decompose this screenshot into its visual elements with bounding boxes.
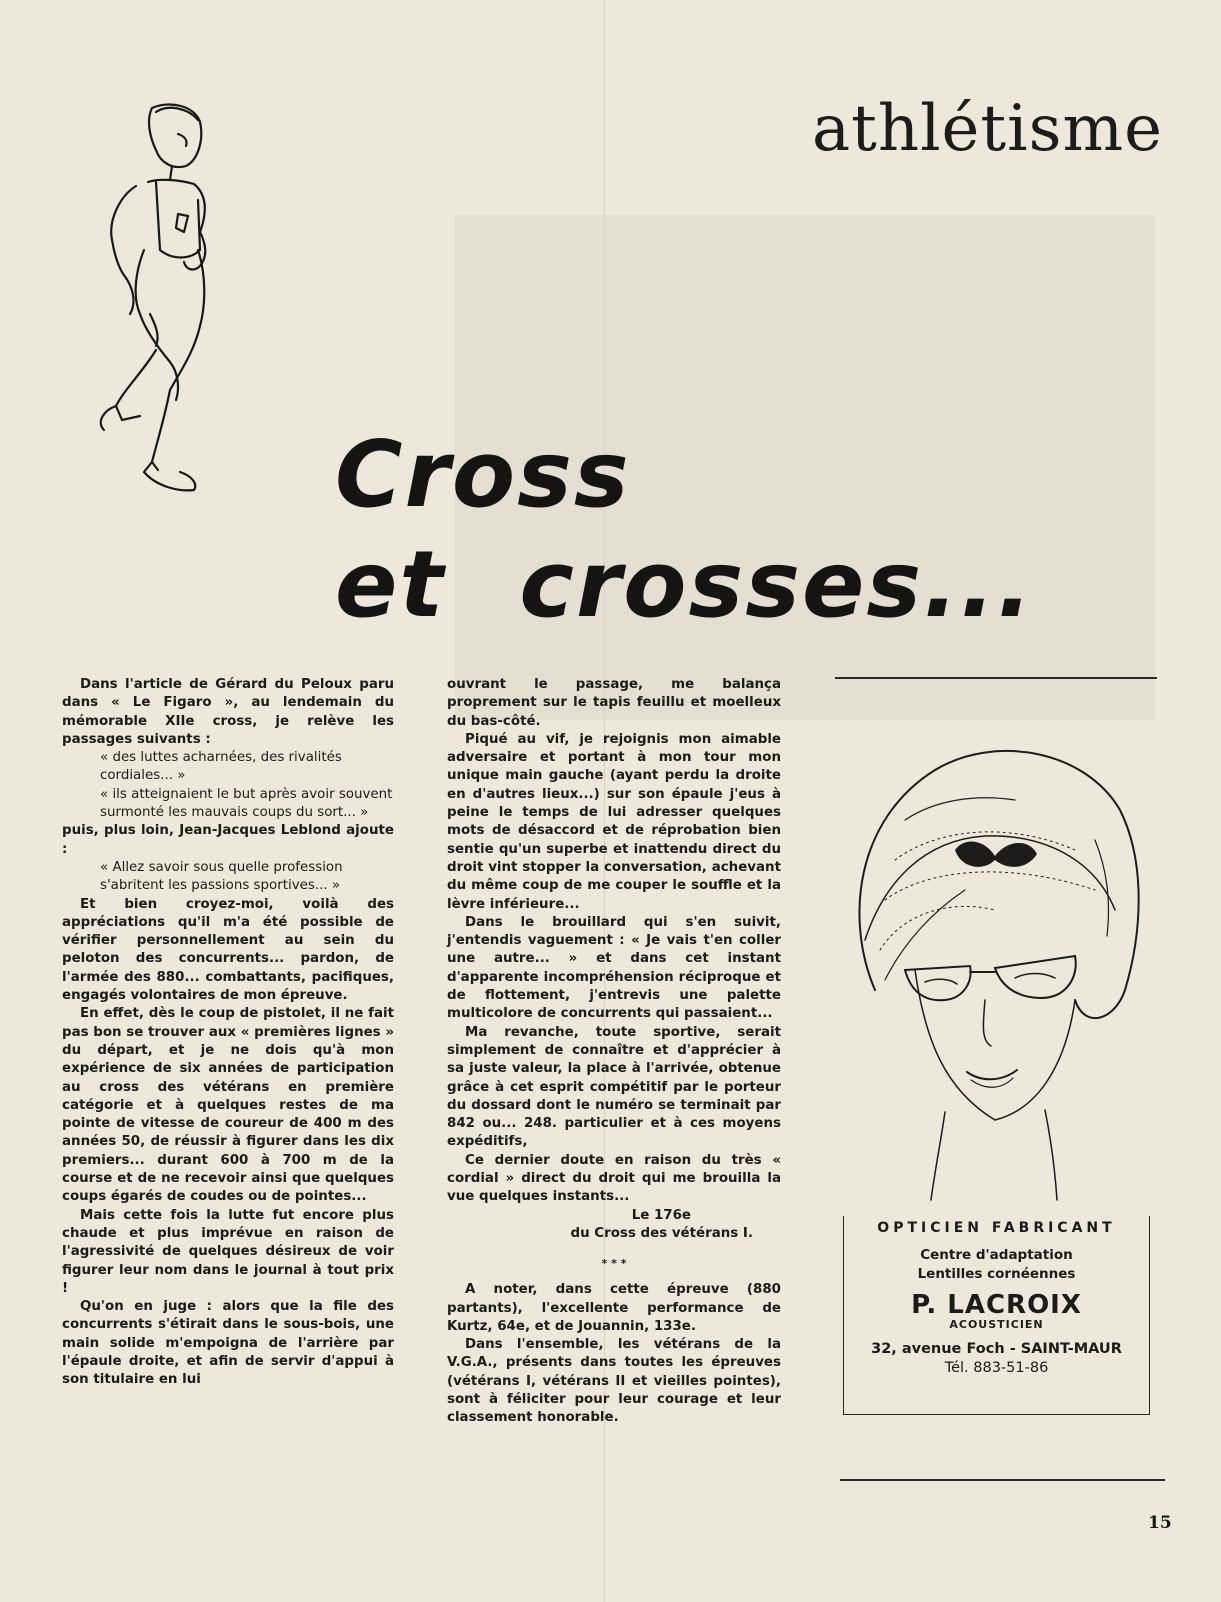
paragraph: A noter, dans cette épreuve (880 partants), l'excellente performance de Kurtz, 64e, et de Jouannin, 133e.	[447, 1282, 781, 1334]
optician-advertisement	[843, 1216, 1150, 1415]
article-column-2	[447, 676, 781, 1428]
headline-line-1: Cross	[335, 421, 631, 528]
paragraph: Dans l'article de Gérard du Peloux paru dans « Le Figaro », au lendemain du mémorable XIIe cross, je relève les passages suivants :	[62, 677, 394, 747]
article-column-1	[62, 676, 394, 1390]
paragraph: ouvrant le passage, me balança proprement sur le tapis feuillu et moelleux du bas-côté.	[447, 677, 781, 729]
ad-phone: Tél. 883-51-86	[944, 1360, 1049, 1376]
paragraph: Piqué au vif, je rejoignis mon aimable adversaire et portant à mon tour mon unique main gauche (ayant perdu la droite en d'autres lieux...) sur son épaule j'eus à peine le temps de lui adresser quelques mots de désaccord et de réprobation bien sentie qu'un superbe et inattendu direct du droit vint stopper la conversation, achevant du même coup de me couper le souffle et la lèvre inférieure...	[447, 731, 781, 912]
paragraph: Dans l'ensemble, les vétérans de la V.G.A., présents dans toutes les épreuves (vétérans I, vétérans II et vieilles pointes), sont à féliciter pour leur courage et leur classement honorable.	[447, 1337, 781, 1426]
headline-line-2: et crosses...	[335, 531, 1035, 638]
page-number: 15	[1148, 1513, 1172, 1533]
ad-business-name: P. LACROIX	[911, 1290, 1082, 1320]
ad-service-line: Centre d'adaptation	[920, 1247, 1073, 1263]
ad-bottom-rule	[840, 1479, 1165, 1481]
paragraph: Et bien croyez-moi, voilà des appréciations qu'il m'a été possible de vérifier personnellement au sein du peloton des concurrents... pardon, de l'armée des 880... combattants, pacifiques, engagés volontaires de mon épreuve.	[62, 896, 394, 1004]
ad-address: 32, avenue Foch - SAINT-MAUR	[871, 1341, 1122, 1357]
headline	[335, 420, 1034, 640]
paragraph: Ce dernier doute en raison du très « cordial » direct du droit qui me brouilla la vue quelques instants...	[447, 1152, 781, 1205]
signature: du Cross des vétérans I.	[570, 1225, 753, 1241]
ad-heading: OPTICIEN FABRICANT	[877, 1220, 1116, 1236]
section-title: athlétisme	[811, 92, 1163, 166]
signature-rank: Le 176e	[631, 1207, 691, 1223]
ad-business-title: ACOUSTICIEN	[949, 1318, 1044, 1331]
quote: « ils atteignaient le but après avoir souvent surmonté les mauvais coups du sort... »	[100, 786, 393, 821]
runner-illustration	[60, 100, 230, 510]
ad-service-line: Lentilles cornéennes	[917, 1266, 1076, 1282]
quote: « Allez savoir sous quelle profession s'abritent les passions sportives... »	[100, 859, 343, 894]
paragraph: Mais cette fois la lutte fut encore plus chaude et plus imprévue en raison de l'agressivité de quelques désireux de voir figurer leur nom dans le journal à tout prix !	[62, 1207, 394, 1296]
paragraph: Ma revanche, toute sportive, serait simplement de connaître et d'apprécier à sa juste valeur, la place à l'arrivée, obtenue grâce à cet esprit compétitif par le porteur du dossard dont le numéro se terminait par 842 ou... 248. particulier et à ces moyens expéditifs,	[447, 1024, 781, 1150]
paragraph: Qu'on en juge : alors que la file des concurrents s'étirait dans le sous-bois, une main solide m'empoigna de l'arrière par l'épaule droite, et afin de servir d'appui à son titulaire en lui	[62, 1299, 394, 1388]
paragraph: puis, plus loin, Jean-Jacques Leblond ajoute :	[62, 823, 394, 857]
ad-services	[844, 1246, 1149, 1284]
quote: « des luttes acharnées, des rivalités cordiales... »	[100, 750, 342, 784]
paragraph: Dans le brouillard qui s'en suivit, j'entendis vaguement : « Je vais t'en coller une autre... » et dans cet instant d'apparente incompréhension réciproque et de flottement, j'entrevis une palette multicolore de concurrents qui passaient...	[447, 914, 781, 1022]
paragraph: En effet, dès le coup de pistolet, il ne fait pas bon se trouver aux « premières lignes » du départ, et je ne dois qu'à mon expérience de six années de participation au cross des vétérans en première catégorie et à quelques restes de ma pointe de vitesse de coureur de 400 m des années 50, de réussir à figurer dans les dix premiers... durant 600 à 700 m de la course et de ne recevoir ainsi que quelques coups égarés de coudes ou de pointes...	[62, 1006, 394, 1205]
section-separator: * * *	[601, 1257, 627, 1271]
woman-with-glasses-illustration	[845, 740, 1145, 1210]
ad-top-rule	[835, 677, 1157, 679]
